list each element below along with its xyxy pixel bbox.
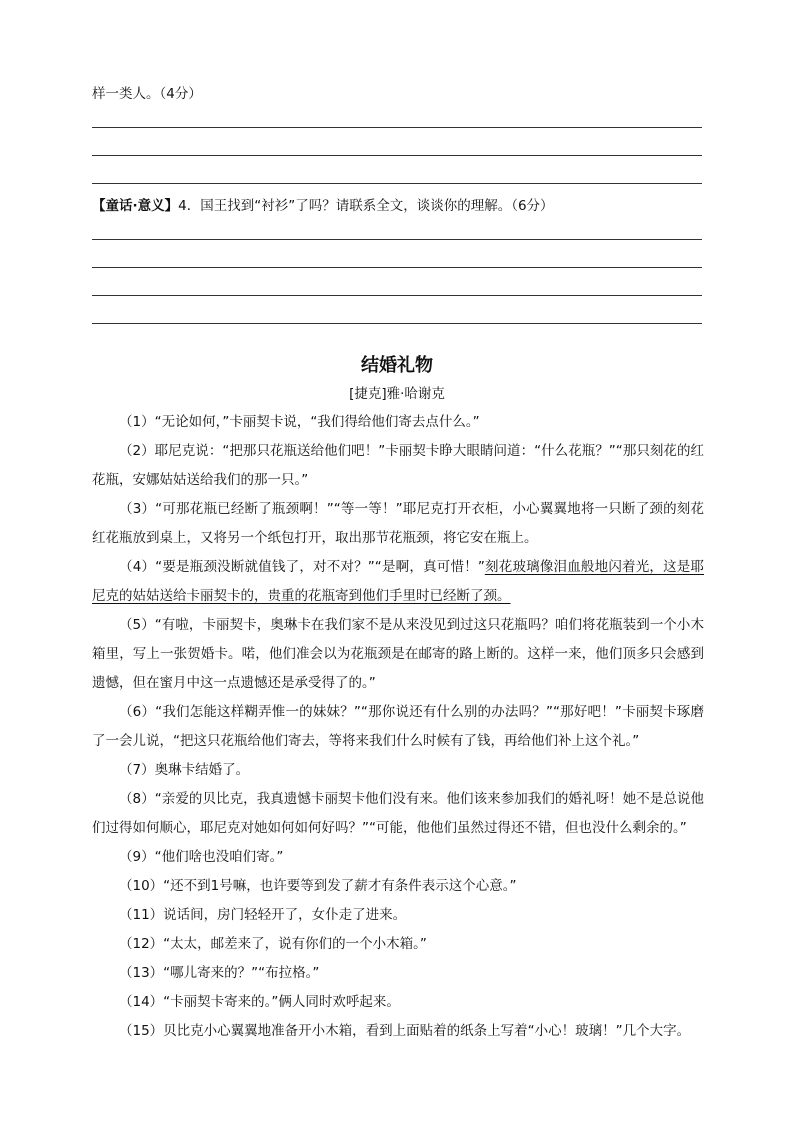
paragraph: （12）“太太，邮差来了，说有你们的一个小木箱。” xyxy=(119,936,427,952)
paragraph-text: （4）“要是瓶颈没断就值钱了，对不对？”“是啊，真可惜！” xyxy=(119,559,485,575)
paragraph: （7）奥琳卡结婚了。 xyxy=(119,762,250,778)
answer-line xyxy=(92,239,702,240)
paragraph xyxy=(92,553,704,611)
story-title: 结婚礼物 xyxy=(361,355,433,376)
answer-line xyxy=(92,295,702,296)
question-3-tail: 样一类人。（4分） xyxy=(92,86,202,102)
answer-line xyxy=(92,323,702,324)
paragraph: （5）“有啦，卡丽契卡，奥琳卡在我们家不是从来没见到过这只花瓶吗？咱们将花瓶装到一个小木箱里，写上一张贺婚卡。喏，他们准会以为花瓶颈是在邮寄的路上断的。这样一来，他们顶多只会感到遗憾，但在蜜月中这一点遗憾还是承受得了的。” xyxy=(92,617,704,691)
paragraph: （6）“我们怎能这样糊弄惟一的妹妹？”“那你说还有什么别的办法吗？”“那好吧！”卡丽契卡琢磨了一会儿说，“把这只花瓶给他们寄去，等将来我们什么时候有了钱，再给他们补上这个礼。” xyxy=(92,704,704,749)
answer-line xyxy=(92,183,702,184)
story-body xyxy=(92,408,704,1046)
paragraph: （13）“哪儿寄来的？”“布拉格。” xyxy=(119,965,320,981)
answer-line xyxy=(92,127,702,128)
story-author: [捷克]雅·哈谢克 xyxy=(349,386,445,402)
paragraph: （11）说话间，房门轻轻开了，女仆走了进来。 xyxy=(119,907,407,923)
paragraph: （2）耶尼克说：“把那只花瓶送给他们吧！”卡丽契卡睁大眼睛问道：“什么花瓶？”“那只刻花的红花瓶，安娜姑姑送给我们的那一只。” xyxy=(92,443,704,488)
underlined-sentence: 刻花玻璃像泪血般地闪着光，这是耶尼克的姑姑送给卡丽契卡的，贵重的花瓶寄到他们手里时已经断了颈。 xyxy=(92,559,704,604)
question-4 xyxy=(92,196,554,216)
paragraph: （14）“卡丽契卡寄来的。”俩人同时欢呼起来。 xyxy=(119,994,400,1010)
paragraph: （3）“可那花瓶已经断了瓶颈啊！”“等一等！”耶尼克打开衣柜，小心翼翼地将一只断了颈的刻花红花瓶放到桌上，又将另一个纸包打开，取出那节花瓶颈，将它安在瓶上。 xyxy=(92,501,704,546)
question-4-text: 4．国王找到“衬衫”了吗？请联系全文，谈谈你的理解。（6分） xyxy=(178,198,554,214)
paragraph: （8）“亲爱的贝比克，我真遗憾卡丽契卡他们没有来。他们该来参加我们的婚礼呀！她不是总说他们过得如何顺心，耶尼克对她如何如何好吗？”“可能，他他们虽然过得还不错，但也没什么剩余的。” xyxy=(92,791,704,836)
paragraph: （15）贝比克小心翼翼地准备开小木箱，看到上面贴着的纸条上写着“小心！玻璃！”几个大字。 xyxy=(119,1023,691,1039)
paragraph: （9）“他们啥也没咱们寄。” xyxy=(119,849,284,865)
paragraph: （10）“还不到1号嘛，也许要等到发了薪才有条件表示这个心意。” xyxy=(119,878,517,894)
answer-line xyxy=(92,155,702,156)
paragraph: （1）“无论如何，”卡丽契卡说，“我们得给他们寄去点什么。” xyxy=(119,414,480,430)
question-4-tag: 【童话·意义】 xyxy=(92,198,179,214)
answer-line xyxy=(92,267,702,268)
